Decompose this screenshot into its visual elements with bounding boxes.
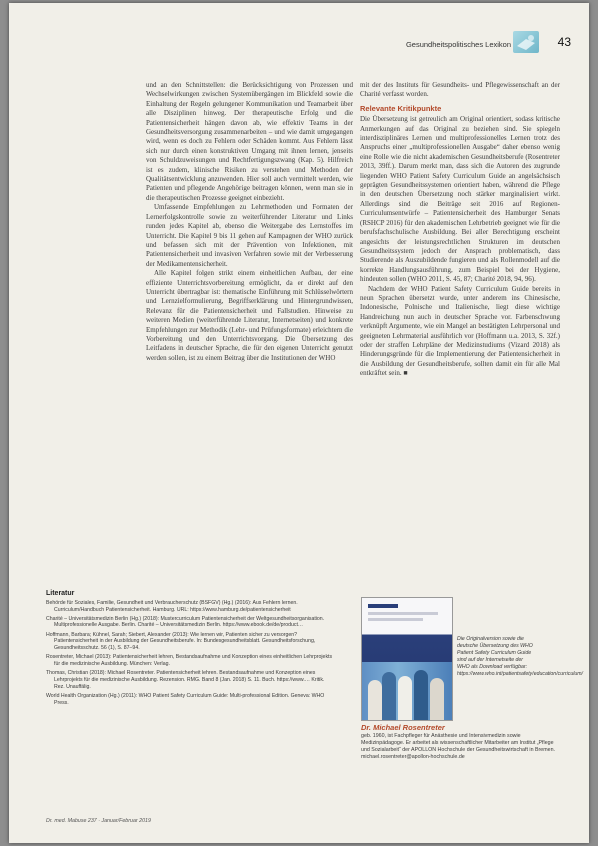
cover-title-line	[368, 618, 423, 621]
cover-title-line	[368, 612, 438, 615]
literature-item: Thomas, Christian (2018): Michael Rosentreter. Patientensicherheit lehren. Bestandsaufnahme und Konzeption eines Lehrprojekts für die medizinische Ausbildung. Rezension. RMG. Band 8 (Jan. 2018) S. 11. Buch. https://www.… Kritik. Rez. Unauffälig.	[46, 670, 325, 690]
author-name: Dr. Michael Rosentreter	[361, 723, 445, 732]
book-cover-image	[361, 597, 453, 721]
paragraph: Die Übersetzung ist getreulich am Original orientiert, sodass kritische Anmerkungen auf das Original zu beziehen sind. Sie spiegeln interdisziplinäres Lernen und multiprofessionelles Lernen trotz des Anspruchs einer „multiprofessionellen Ausgabe“ daher ebenso wenig eine Rolle wie die nicht akademischen Gesundheitsberufe (Rosentreter 2013, 39ff.). Darum merkt man, dass sich die Autoren des zugrunde liegenden WHO Patient Safety Curriculum Guide an angelsächsisch geprägten Gesundheitssystemen orientiert haben, während die Pflege in den deutschen Übersetzung noch stärker marginalisiert wirkt. Allerdings sind die Beiträge seit 2016 auf Regionen- Curriculumsentwürfe – Patientensicherheit des Hamburger Senats (RSHCP 2016) für den akademischen Lehrbetrieb geeignet wie für die berufsfachschulische Ausbildung. Bei aller Berechtigung erscheint angesichts der leistungsrechtlichen Strukturen im deutschen Gesundheitssystem jedoch der Ansprach problematisch, dass Studierende als Auszubildende fungieren und als Rollenmodell auf die korrekte Handlungsausführung, zum Beispiel bei der Hygiene, hindeuten sollen (WHO 2011, S. 45, 87; Charité 2018, 94, 96).	[360, 115, 560, 284]
cover-photo	[362, 662, 452, 720]
literature-item: Rosentreter, Michael (2013): Patientensicherheit lehren, Bestandsaufnahme und Konzeption eines einheitlichen Lehrprojekts für die medizinische Ausbildung. München: Verlag.	[46, 654, 333, 668]
person-figure	[430, 678, 444, 720]
author-bio: geb. 1960, ist Fachpfleger für Anästhesie und Intensivmedizin sowie Medizinpädagoge. Er arbeitet als wissenschaftlicher Mitarbeiter am Institut „Pflege und Sozialarbeit“ der APOLLON Hochschule der Gesundheitswirtschaft in Bremen. michael.rosentreter@apollon-hochschule.de	[361, 733, 556, 760]
paragraph: mit der des Instituts für Gesundheits- und Pflegewissenschaft an der Charité verfasst worden.	[360, 81, 560, 99]
person-figure	[368, 680, 382, 720]
person-figure	[398, 676, 412, 720]
paragraph: Alle Kapitel folgen strikt einem einheitlichen Aufbau, der eine effiziente Unterrichtsvorbereitung ermöglicht, da er direkt auf den Unterricht übertragbar ist: thematische Einführung mit Schlüsselwörtern und Lernzielformulierung, Begriffserklärung und Hintergrundwissen, Relevanz für die Patientensicherheit und Fallstudien. Hinweise zu weiteren Medien (weiterführende Literatur, Internetseiten) und konkrete Empfehlungen zur Methodik (Lehr- und Prüfungsformate) erleichtern die Vorbereitung und den Unterrichtsvorgang. Die Übersetzung des Leitfadens in deutscher Sprache, die für den eigenen Unterricht genutzt werden sollen, ist zu einem Beitrag über die Institutionen der WHO	[146, 269, 353, 362]
literature-item: Hoffmann, Barbara; Kühnel, Sarah; Siebert, Alexander (2013): Wie lernen wir, Patienten sicher zu versorgen? Patientensicherheit in der Ausbildung der Gesundheitsberufe. In: Bundesgesundheitsblatt. Gesundheitsforschung, Gesundheitsschutz. 56 (1), S. 87–94.	[46, 631, 316, 652]
person-figure	[414, 670, 428, 720]
lexikon-icon	[513, 31, 539, 53]
cover-caption: Die Originalversion sowie die deutsche Übersetzung des WHO Patient Safety Curriculum Guide sind auf der Internetseite der WHO als Download verfügbar: https://www.who.int/patientsafety/education/curriculum/	[457, 636, 584, 677]
paragraph: Umfassende Empfehlungen zu Lehrmethoden und Formaten der Lernerfolgskontrolle sowie zu weiterführender Literatur und Links runden jedes Kapitel ab, ebenso die Weitergabe des Lernstoffes im Unterricht. Die Kapitel 9 bis 11 gehen auf Kampagnen der WHO zurück und befassen sich mit der Prävention von Infektionen, mit Patientensicherheit und invasiven Verfahren sowie mit der Verbesserung der Medikamentensicherheit.	[146, 203, 353, 268]
literature-item: World Health Organization (Hg.) (2011): WHO Patient Safety Curriculum Guide: Multi-professional Edition. Geneva: WHO Press.	[46, 692, 325, 706]
cover-logo	[368, 604, 398, 608]
article-column-left	[146, 81, 353, 363]
paragraph: und an den Schnittstellen: die Berücksichtigung von Prozessen und Wechselwirkungen zwischen Systemübergängen im Blickfeld sowie die Einhaltung der Regeln gelungener Kommunikation und Teamarbeit über alle Disziplinen hinweg. Der therapeutische Erfolg und die Patientensicherheit hängen davon ab, wie effektiv Teams in der Gesundheitsversorgung zusammenarbeiten – und wie damit umgegangen wird, wenn es doch zu Fehlern oder Schäden kommt. Aus Fehlern lässt sich nur durch einen konstruktiven Umgang mit ihnen lernen, jenseits von Schuldzuweisungen und Rechtfertigungszwang (Kap. 5). Hilfreich ist es zudem, klinische Risiken zu verstehen und Methoden der Qualitätsentwicklung anzuwenden. Hier soll auch vermittelt werden, wie Patienten und pflegende Angehörige beitragen können, wenn man sie in die therapeutischen Prozesse geeignet einbezieht.	[146, 81, 353, 202]
page-number: 43	[557, 35, 571, 49]
literature-list	[46, 591, 336, 709]
section-header: Gesundheitspolitisches Lexikon	[405, 40, 511, 49]
document-page	[9, 3, 589, 843]
section-heading: Relevante Kritikpunkte	[360, 103, 442, 113]
article-column-right	[360, 81, 560, 379]
literature-heading: Literatur	[46, 590, 75, 597]
literature-item: Behörde für Soziales, Familie, Gesundheit und Verbraucherschutz (BSFGV) (Hg.) (2016): Aus Fehlern lernen. Curriculum/Handbuch Patientensicherheit. Hamburg. URL: https://www.hamburg.de/patientensicherheit	[46, 599, 298, 613]
paragraph: Nachdem der WHO Patient Safety Curriculum Guide bereits in neun Sprachen übersetzt wurde, unter anderem ins Chinesische, Indonesische, Polnische und Italienische, liegt diese wichtige Handreichung nun auch in deutscher Sprache vor. Farbenschwung verknüpft Argumente, wie ein Mangel an bestätigten Lehrpersonal und geeigneten Lehrmaterial ausführlich vor (Hoffmann u.a. 2013, S. 32f.) oder der straffen Lehrpläne der Medizinstudiums (Vizard 2018) als Hinderungsgründe für die Implementierung der Patientensicherheit in die Ausbildung der Gesundheitsberufe, sollten damit ein für alle Mal entkräftet sein. ■	[360, 284, 560, 378]
person-figure	[382, 672, 396, 720]
literature-item: Charité – Universitätsmedizin Berlin (Hg.) (2018): Mustercurriculum Patientensicherheit der Weltgesundheitsorganisation. Multiprofessionelle Ausgabe. Berlin. Charité – Universitätsmedizin Berlin. https://www.ebook.de/de/product…	[46, 615, 325, 629]
page-footer: Dr. med. Mabuse 237 · Januar/Februar 2019	[46, 818, 151, 824]
